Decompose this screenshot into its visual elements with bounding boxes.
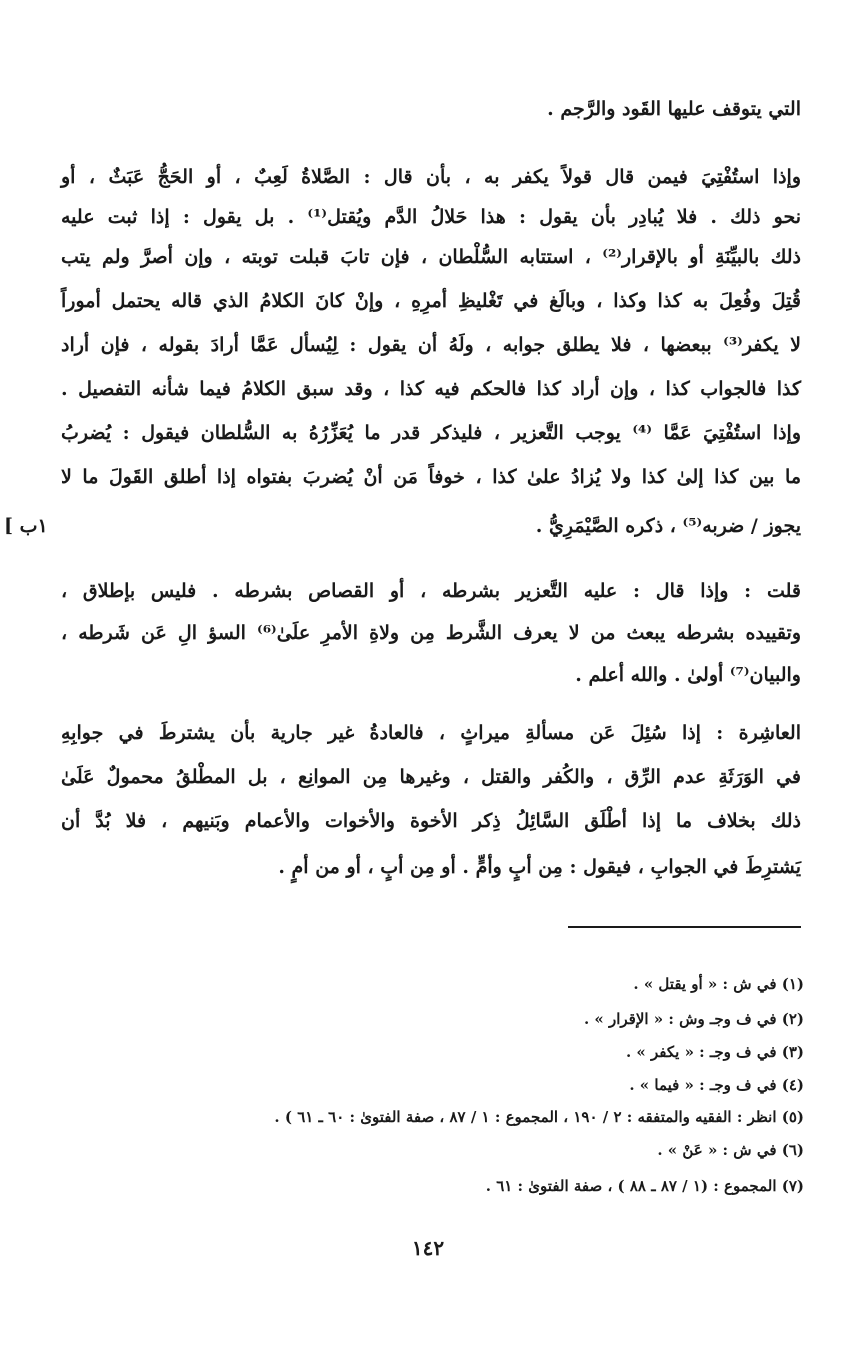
text-line-7: كذا فالجواب كذا ، وإن أراد كذا فالحكم فيه كذا ، وقد سبق الكلامُ فيما شأنه التفصيل .: [61, 378, 801, 400]
text-line-16: ذلك بخلاف ما إذا أطْلَق السَّائِلُ ذِكر الأخوة والأخوات والأعمام وبَنيهم ، فلا بُدَّ أن: [61, 810, 801, 832]
text-line-9: ما بين كذا إلىٰ كذا ولا يُزادُ علىٰ كذا ، خوفاً مَن أنْ يُضربَ بفتواه إذا أطلق القَولَ ما لا: [61, 466, 801, 488]
footnote-6: (٦) في ش : « عَنْ » .: [657, 1141, 804, 1159]
footnote-1: (١) في ش : « أو يقتل » .: [633, 975, 804, 993]
text-line-15: في الوَرَثَةِ عدم الرِّق ، والكُفر والقتل ، وغيرها مِن الموانِع ، بل المطْلقُ محمولٌ عَلَىٰ: [61, 766, 801, 788]
footnote-4: (٤) في ف وجـ : « فيما » .: [629, 1076, 804, 1094]
text-line-1: التي يتوقف عليها القَود والرَّجم .: [547, 98, 801, 120]
text-line-17: يَشترِطَ في الجوابِ ، فيقول : مِن أبٍ وأمٍّ . أو مِن أبٍ ، أو من أمٍ .: [278, 856, 801, 878]
footnote-5: (٥) انظر : الفقيه والمتفقه : ٢ / ١٩٠ ، المجموع : ١ / ٨٧ ، صفة الفتوىٰ : ٦٠ ـ ٦١ ) .: [274, 1108, 804, 1126]
text-line-13: والبيان⁽⁷⁾ أولىٰ . والله أعلم .: [575, 664, 801, 686]
text-line-3: نحو ذلك . فلا يُبادِر بأن يقول : هذا حَلالُ الدَّم ويُقتل⁽¹⁾ . بل يقول : إذا ثبت عليه: [61, 206, 802, 228]
footnote-divider: [568, 926, 801, 928]
footnote-3: (٣) في ف وجـ : « يكفر » .: [625, 1043, 804, 1061]
text-line-2: وإذا استُفْتِيَ فيمن قال قولاً يكفر به ، بأن قال : الصَّلاةُ لَعِبٌ ، أو الحَجُّ عَبَثٌ ، أو: [61, 166, 801, 188]
footnote-2: (٢) في ف وجـ وش : « الإقرار » .: [583, 1010, 804, 1028]
manuscript-folio-marker: ١ب ]: [4, 515, 48, 537]
text-line-5: قُتِلَ وفُعِلَ به كذا وكذا ، وبالَغ في تَغْليظِ أمرِهِ ، وإنْ كانَ الكلامُ الذي قاله يحتمل أموراً: [61, 290, 801, 312]
text-line-11: قلت : وإذا قال : عليه التَّعزير بشرطه ، أو القصاص بشرطه . فليس بإطلاق ،: [61, 580, 801, 602]
text-line-4: ذلك بالبيِّنَةِ أو بالإقرار⁽²⁾ ، استتابه السُّلْطان ، فإن تابَ قبلت توبته ، وإن أصرَّ ولم يتب: [61, 246, 801, 268]
footnote-7: (٧) المجموع : (١ / ٨٧ ـ ٨٨ ) ، صفة الفتوىٰ : ٦١ .: [485, 1177, 804, 1195]
text-line-8: وإذا استُفْتِيَ عَمَّا ⁽⁴⁾ يوجب التَّعزير ، فليذكر قدر ما يُعَزِّرُهُ به السُّلطان فيقول : يُضربُ: [61, 422, 801, 444]
text-line-6: لا يكفر⁽³⁾ ببعضها ، فلا يطلق جوابه ، ولَهُ أن يقول : لِيُسأل عَمَّا أرادَ بقوله ، فإن أراد: [61, 334, 801, 356]
text-line-10: يجوز / ضربه⁽⁵⁾ ، ذكره الصَّيْمَرِيُّ .: [535, 515, 801, 537]
page-number: ١٤٢: [411, 1236, 445, 1260]
text-line-12: وتقييده بشرطه يبعث من لا يعرف الشَّرط مِن ولاةِ الأمرِ علَىٰ⁽⁶⁾ السؤ الِ عَن شَرطه ،: [61, 622, 802, 644]
section-heading-line: العاشِرة : إذا سُئِلَ عَن مسألةِ ميراثٍ ، فالعادةُ غير جارية بأن يشترطَ في جوابِهِ: [61, 722, 801, 744]
